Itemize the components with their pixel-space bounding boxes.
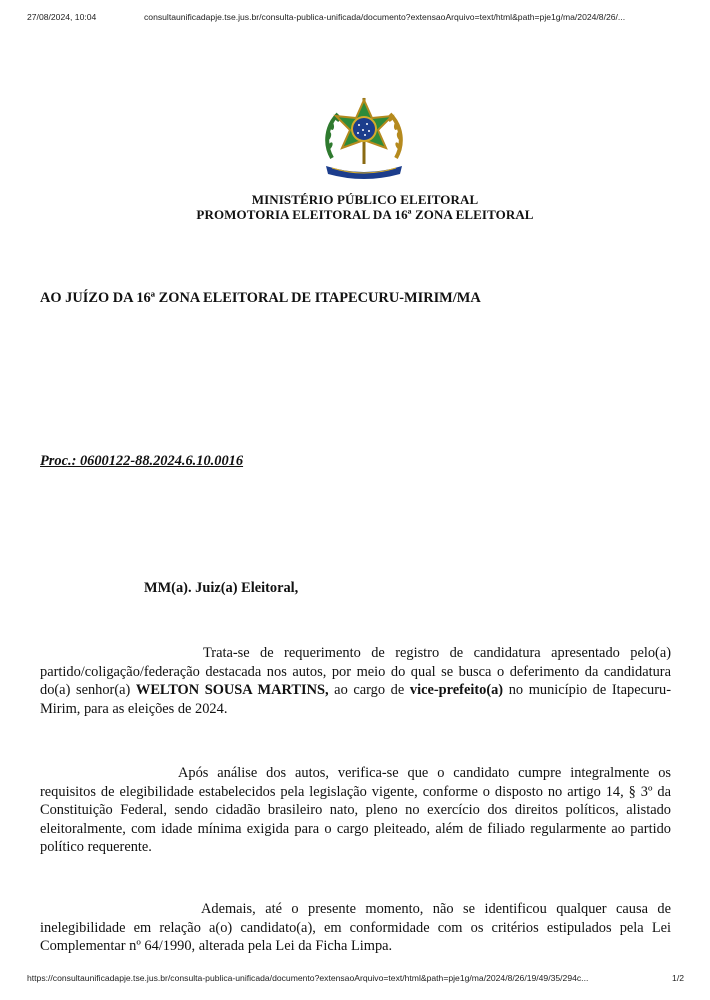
letterhead-line-1: MINISTÉRIO PÚBLICO ELEITORAL: [251, 192, 479, 207]
letterhead: [0, 192, 710, 222]
salutation: MM(a). Juiz(a) Eleitoral,: [144, 580, 299, 596]
letterhead-line-2: PROMOTORIA ELEITORAL DA 16ª ZONA ELEITORAL: [196, 207, 534, 222]
process-number: Proc.: 0600122-88.2024.6.10.0016: [40, 453, 244, 469]
paragraph-3: Ademais, até o presente momento, não se identificou qualquer causa de inelegibilidade em relação a(o) candidato(a), em conformidade com os critérios estipulados pela Lei Complementar nº 64/1990, alterada pela Lei da Ficha Limpa.: [40, 901, 671, 955]
paragraph-1-text-c: no município de Itapecuru-Mirim, para as eleições de 2024.: [40, 682, 671, 717]
brazil-coat-of-arms-icon: [322, 96, 406, 182]
print-datetime: 27/08/2024, 10:04: [27, 12, 97, 22]
court-address: AO JUÍZO DA 16ª ZONA ELEITORAL DE ITAPECURU-MIRIM/MA: [40, 290, 481, 306]
page-indicator: 1/2: [672, 973, 684, 983]
paragraph-2: Após análise dos autos, verifica-se que o candidato cumpre integralmente os requisitos de elegibilidade estabelecidos pela legislação vigente, conforme o disposto no artigo 14, § 3º da Constituição Federal, sendo cidadão brasileiro nato, pleno no exercício dos direitos políticos, alistado eleitoralmente, com idade mínima exigida para o cargo pleiteado, além de filiado regularmente ao partido político requerente.: [40, 765, 671, 856]
paragraph-1: [40, 644, 671, 718]
candidate-name: WELTON SOUSA MARTINS,: [135, 682, 329, 699]
candidate-office: vice-prefeito(a): [409, 682, 504, 699]
print-header-url: consultaunificadapje.tse.jus.br/consulta-publica-unificada/documento?extensaoArquivo=text/html&path=pje1g/ma/2024/8/26/...: [144, 12, 626, 22]
paragraph-1-text-a: Trata-se de requerimento de registro de candidatura apresentado pelo(a) partido/coligação/federação destacada nos autos, por meio do qual se busca o deferimento da candidatura do(a) senhor(a): [40, 645, 671, 699]
print-footer-url: https://consultaunificadapje.tse.jus.br/consulta-publica-unificada/documento?extensaoArquivo=text/html&path=pje1g/ma/2024/8/26/19/49/35/294c...: [27, 973, 589, 983]
paragraph-1-text-b: ao cargo de: [328, 682, 410, 699]
